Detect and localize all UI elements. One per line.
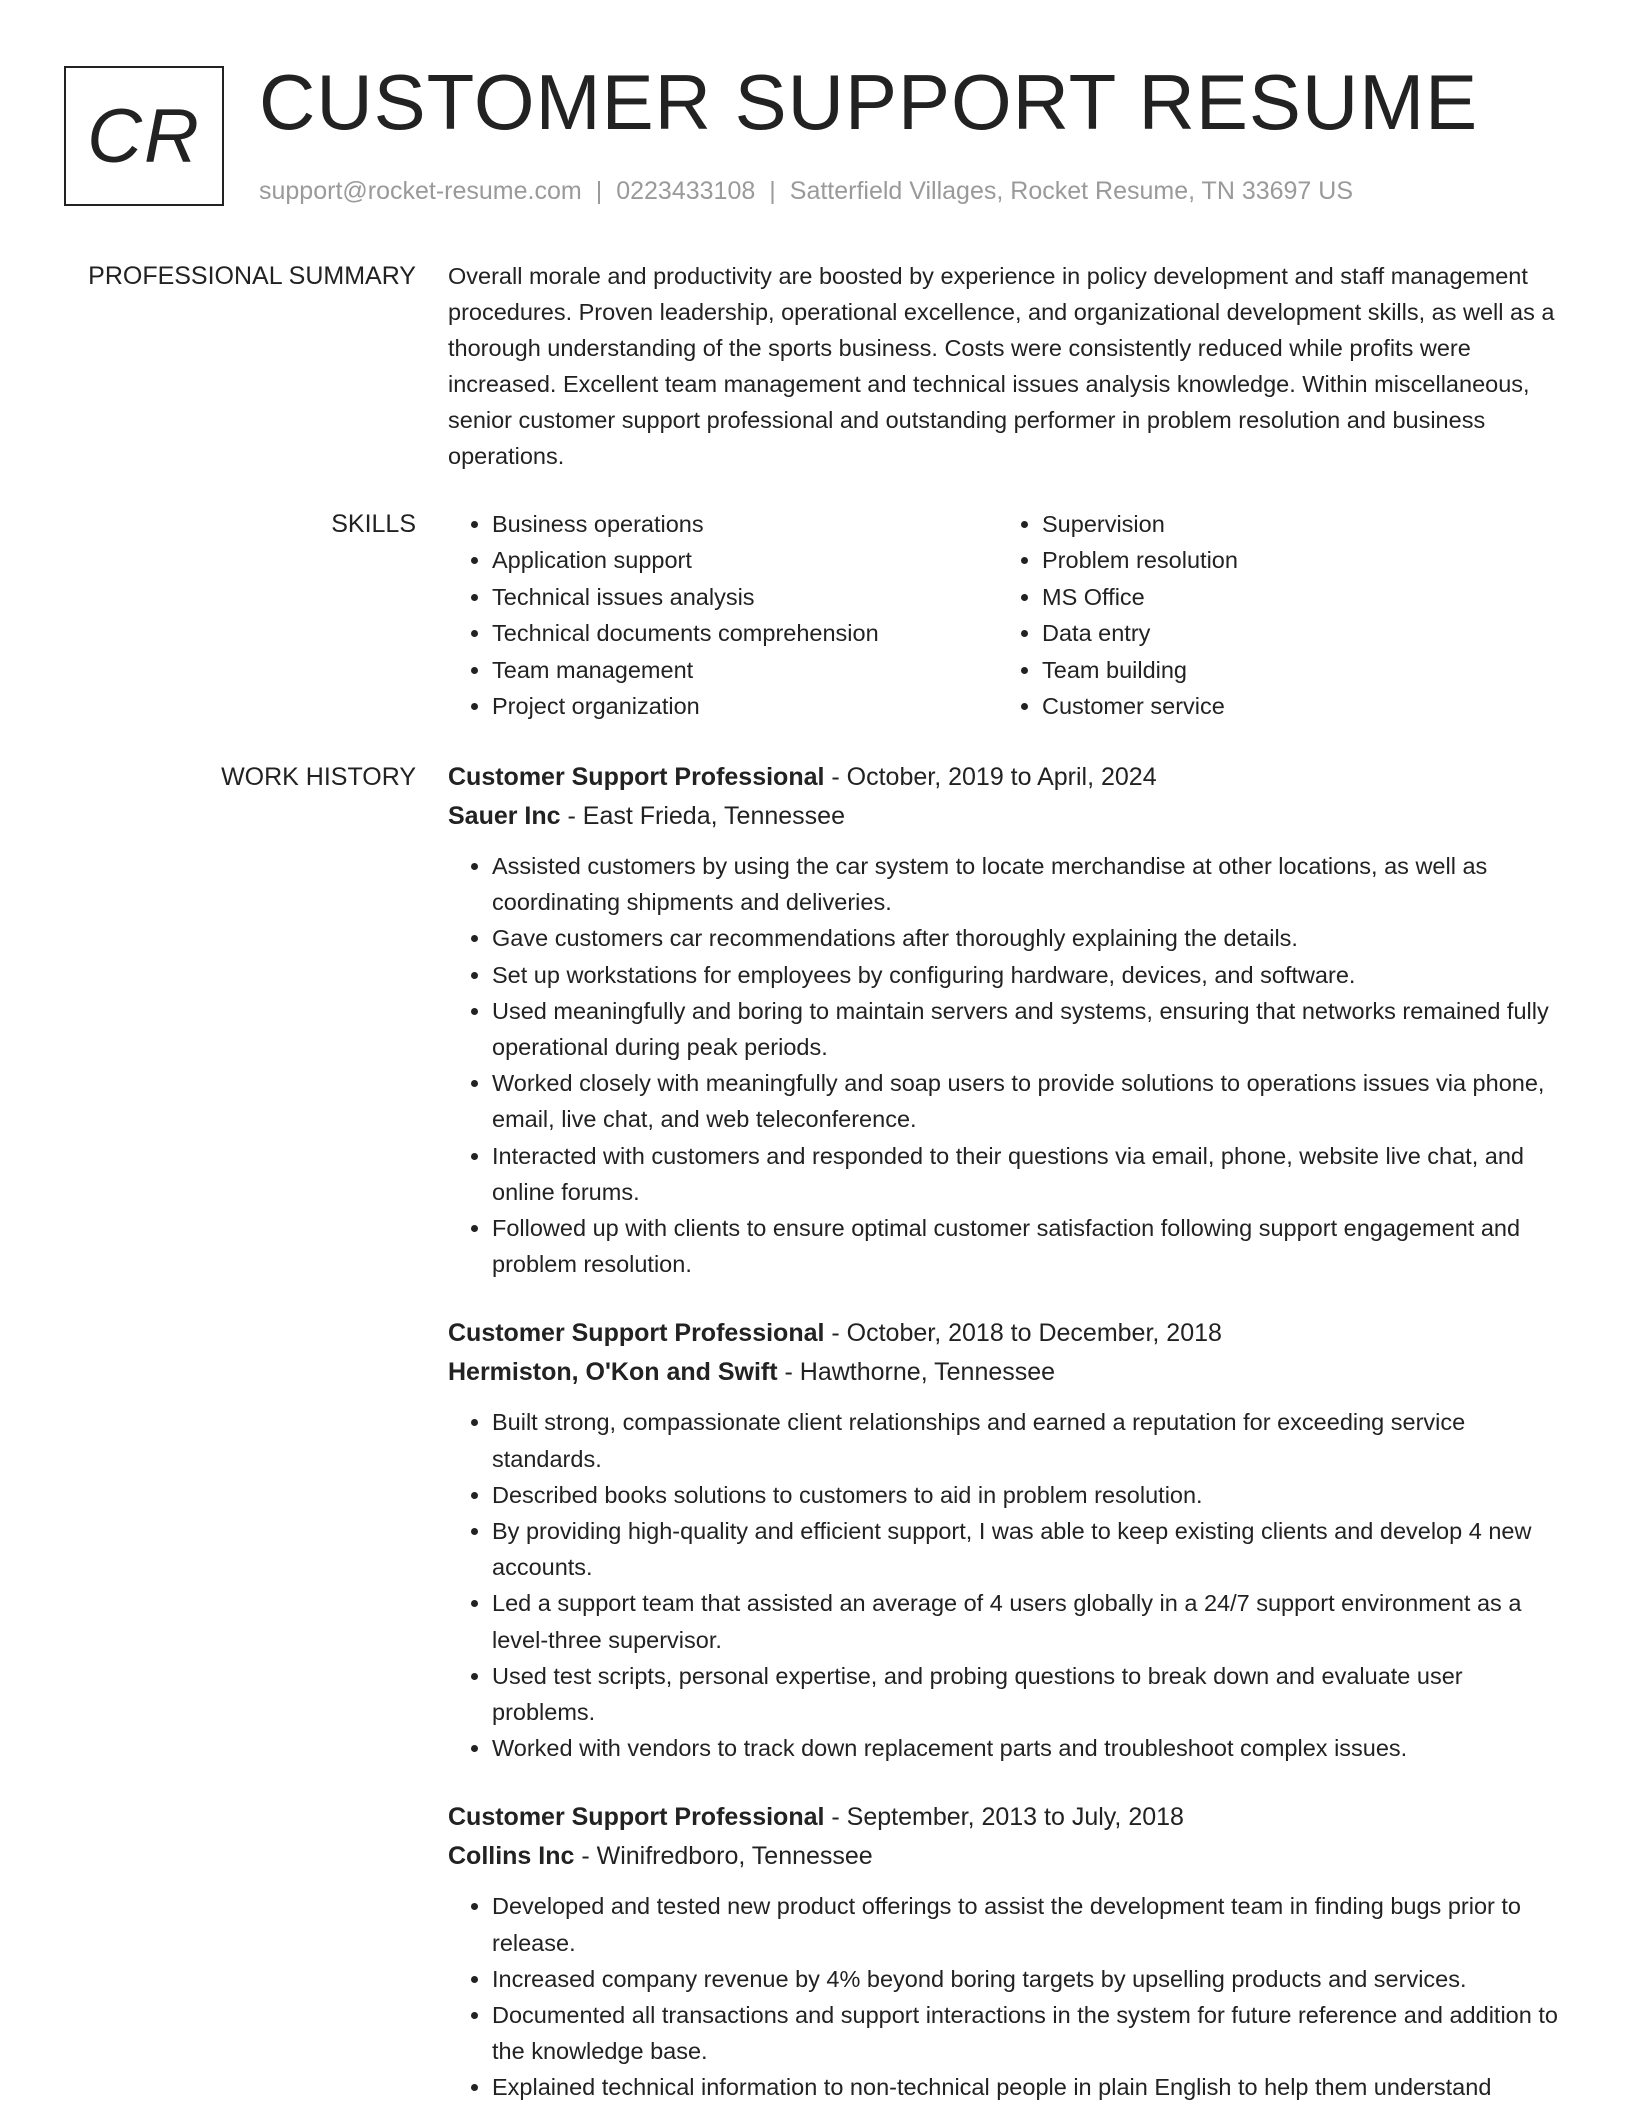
skill-item: • Technical documents comprehension [492,615,998,651]
skill-item: • Team building [1042,652,1548,688]
job-dates: - October, 2019 to April, 2024 [824,763,1157,791]
summary-text: Overall morale and productivity are boosted by experience in policy development and staff management procedures. Proven leadership, operational excellence, and organizational development skills, as well as a thorough understanding of the sports business. Costs were consistently reduced while profits were increased. Excellent team management and technical issues analysis knowledge. Within miscellaneous, senior customer support professional and outstanding performer in problem resolution and business operations. [448,263,1555,469]
contact-separator: | [769,177,776,205]
contact-separator: | [595,177,603,205]
contact-line [259,174,1353,208]
job-location: - East Frieda, Tennessee [560,802,845,830]
job-title-line [448,1798,1566,1837]
resume-title: CUSTOMER SUPPORT RESUME [259,58,1479,146]
contact-email: support@rocket-resume.com [259,177,582,205]
work-history-body [448,758,1566,2112]
job-bullet: • Documented all transactions and support interactions in the system for future reference and addition to the knowledge base. [492,1997,1566,2069]
skill-item: • Customer service [1042,688,1548,724]
job-entry [448,1798,1566,2105]
job-bullet: • Used test scripts, personal expertise, and probing questions to break down and evaluate user problems. [492,1658,1566,1730]
job-location: - Winifredboro, Tennessee [574,1842,873,1871]
skills-columns [448,506,1566,724]
job-bullet: • Assisted customers by using the car system to locate merchandise at other locations, as well as coordinating shipments and deliveries. [492,848,1566,920]
job-bullet: • Interacted with customers and responded to their questions via email, phone, website live chat, and online forums. [492,1138,1566,1210]
job-bullet-list [448,1404,1566,1766]
job-dates: - October, 2018 to December, 2018 [824,1319,1222,1348]
skills-label: SKILLS [331,510,416,538]
job-bullet-list [448,1888,1566,2105]
contact-phone: 0223433108 [616,177,756,205]
skill-item: • Problem resolution [1042,542,1548,578]
job-company-line [448,1837,1566,1876]
skills-list-left [448,506,998,724]
job-bullet: • Described books solutions to customers to aid in problem resolution. [492,1477,1566,1513]
job-bullet: • Developed and tested new product offerings to assist the development team in finding bugs prior to release. [492,1888,1566,1960]
job-company: Collins Inc [448,1842,575,1871]
job-title-line [448,1314,1566,1353]
job-company: Hermiston, O'Kon and Swift [448,1358,778,1387]
job-entry [448,1314,1566,1766]
job-bullet: • Followed up with clients to ensure optimal customer satisfaction following support engagement and problem resolution. [492,1210,1566,1282]
job-title: Customer Support Professional [448,1803,825,1832]
job-bullet-list [448,848,1566,1282]
skill-item: • Project organization [492,688,998,724]
skill-item: • Technical issues analysis [492,579,998,615]
job-location: - Hawthorne, Tennessee [777,1358,1056,1387]
job-company-line [448,797,1566,836]
skills-body [448,506,1566,724]
skills-list-right [998,506,1548,724]
job-bullet: • Used meaningfully and boring to maintain servers and systems, ensuring that networks remained fully operational during peak periods. [492,993,1566,1065]
job-company-line [448,1353,1566,1392]
skill-item: • Team management [492,652,998,688]
job-bullet: • Gave customers car recommendations after thoroughly explaining the details. [492,920,1566,956]
skill-item: • Business operations [492,506,998,542]
job-entry [448,758,1566,1282]
skill-item: • Supervision [1042,506,1548,542]
job-bullet: • By providing high-quality and efficient support, I was able to keep existing clients and develop 4 new accounts. [492,1513,1566,1585]
summary-body [448,258,1566,474]
job-bullet: • Set up workstations for employees by configuring hardware, devices, and software. [492,957,1566,993]
job-dates: - September, 2013 to July, 2018 [824,1803,1184,1832]
work-history-label: WORK HISTORY [221,763,416,791]
job-bullet: • Led a support team that assisted an average of 4 users globally in a 24/7 support environment as a level-three supervisor. [492,1585,1566,1657]
job-title: Customer Support Professional [448,1319,825,1348]
job-bullet: • Built strong, compassionate client relationships and earned a reputation for exceeding service standards. [492,1404,1566,1476]
job-bullet: • Worked closely with meaningfully and soap users to provide solutions to operations issues via phone, email, live chat, and web teleconference. [492,1065,1566,1137]
job-title-line [448,758,1566,797]
job-title: Customer Support Professional [448,763,825,791]
contact-address: Satterfield Villages, Rocket Resume, TN 33697 US [789,177,1354,205]
job-bullet: • Increased company revenue by 4% beyond boring targets by upselling products and services. [492,1961,1566,1997]
job-bullet: • Explained technical information to non-technical people in plain English to help them understand [492,2069,1566,2105]
job-company: Sauer Inc [448,802,561,830]
skill-item: • MS Office [1042,579,1548,615]
job-bullet: • Worked with vendors to track down replacement parts and troubleshoot complex issues. [492,1730,1566,1766]
monogram-logo: CR [64,66,224,206]
summary-label: PROFESSIONAL SUMMARY [88,262,416,290]
skill-item: • Data entry [1042,615,1548,651]
skill-item: • Application support [492,542,998,578]
